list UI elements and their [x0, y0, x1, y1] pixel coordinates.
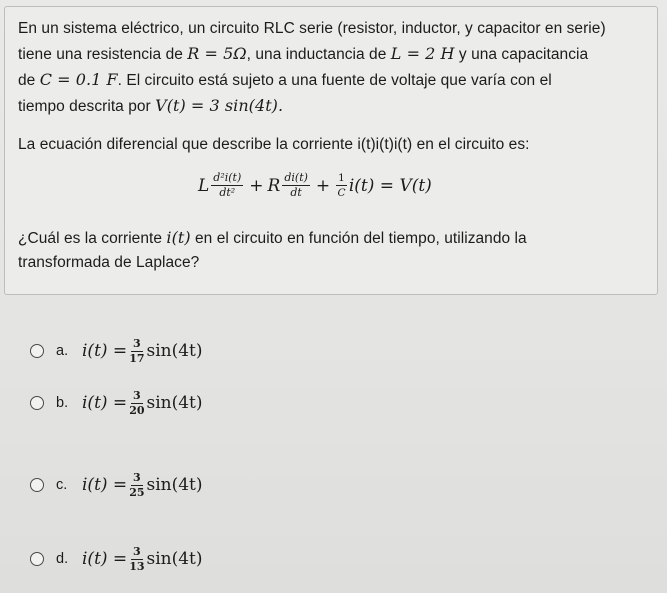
eq-L: L: [198, 175, 210, 196]
option-formula: [82, 472, 203, 499]
option-letter: a.: [56, 343, 69, 359]
option-formula: [82, 390, 203, 417]
option-denominator: 20: [129, 403, 145, 417]
eq-inverse-c: [336, 172, 347, 199]
question-text: transformada de Laplace?: [18, 254, 200, 271]
option-letter: b.: [56, 395, 69, 411]
eq-rhs: i(t) = V(t): [348, 175, 432, 196]
option-numerator: 3: [133, 544, 141, 558]
question-text: de: [18, 72, 36, 89]
option-lhs: i(t) =: [82, 341, 128, 361]
eq-d1-numerator: di(t): [284, 171, 308, 184]
option-rhs: sin(4t): [146, 393, 203, 413]
question-text: La ecuación diferencial que describe la corriente i(t)i(t)i(t) en el circuito es:: [18, 136, 530, 153]
eq-second-derivative: [211, 172, 243, 199]
radio-button[interactable]: [30, 552, 44, 566]
radio-button[interactable]: [30, 344, 44, 358]
current-math: i(t): [166, 228, 191, 247]
option-denominator: 17: [129, 351, 145, 365]
question-text: En un sistema eléctrico, un circuito RLC serie (resistor, inductor, y capacitor en serie): [18, 20, 606, 37]
inductance-math: L = 2 H: [390, 44, 455, 63]
option-denominator: 13: [129, 559, 145, 573]
question-text: tiempo descrita por: [18, 98, 151, 115]
question-line-4: [18, 96, 283, 116]
radio-button[interactable]: [30, 396, 44, 410]
eq-one: 1: [338, 172, 345, 184]
question-line-7: [18, 254, 199, 272]
radio-button[interactable]: [30, 478, 44, 492]
option-b[interactable]: [30, 390, 203, 416]
eq-d1-denominator: dt: [290, 186, 302, 199]
question-line-3: [18, 70, 552, 90]
resistance-math: R = 5Ω: [187, 44, 247, 63]
eq-d2-numerator: d²i(t): [213, 171, 242, 184]
eq-R: R: [267, 175, 281, 196]
eq-plus: +: [249, 175, 264, 196]
option-letter: c.: [56, 477, 68, 493]
option-rhs: sin(4t): [146, 549, 203, 569]
differential-equation: [198, 172, 432, 199]
question-text: ¿Cuál es la corriente: [18, 230, 163, 247]
option-a[interactable]: [30, 338, 203, 364]
option-d[interactable]: [30, 546, 203, 572]
option-fraction: [129, 390, 144, 417]
option-numerator: 3: [133, 470, 141, 484]
question-text: . El circuito está sujeto a una fuente de voltaje que varía con el: [117, 72, 552, 89]
option-formula: [82, 338, 203, 365]
capacitance-math: C = 0.1 F: [39, 70, 118, 89]
option-rhs: sin(4t): [146, 341, 203, 361]
option-lhs: i(t) =: [82, 549, 128, 569]
question-line-5: [18, 136, 529, 154]
option-fraction: [129, 472, 144, 499]
question-text: y una capacitancia: [458, 46, 589, 63]
question-line-1: [18, 20, 606, 38]
question-text: en el circuito en función del tiempo, utilizando la: [195, 230, 527, 247]
option-letter: d.: [56, 551, 69, 567]
question-line-2: [18, 44, 588, 64]
voltage-math: V(t) = 3 sin(4t).: [155, 96, 284, 115]
option-numerator: 3: [133, 336, 141, 350]
question-text: , una inductancia de: [246, 46, 387, 63]
eq-d2-denominator: dt²: [219, 186, 236, 199]
eq-plus: +: [315, 175, 331, 196]
option-denominator: 25: [129, 485, 145, 499]
eq-C: C: [337, 187, 346, 199]
option-numerator: 3: [133, 388, 141, 402]
option-lhs: i(t) =: [82, 475, 128, 495]
question-line-6: [18, 228, 527, 248]
option-formula: [82, 546, 203, 573]
option-rhs: sin(4t): [146, 475, 203, 495]
eq-first-derivative: [282, 172, 310, 199]
option-lhs: i(t) =: [82, 393, 128, 413]
option-fraction: [129, 338, 144, 365]
question-text: tiene una resistencia de: [18, 46, 183, 63]
option-c[interactable]: [30, 472, 203, 498]
option-fraction: [129, 546, 144, 573]
